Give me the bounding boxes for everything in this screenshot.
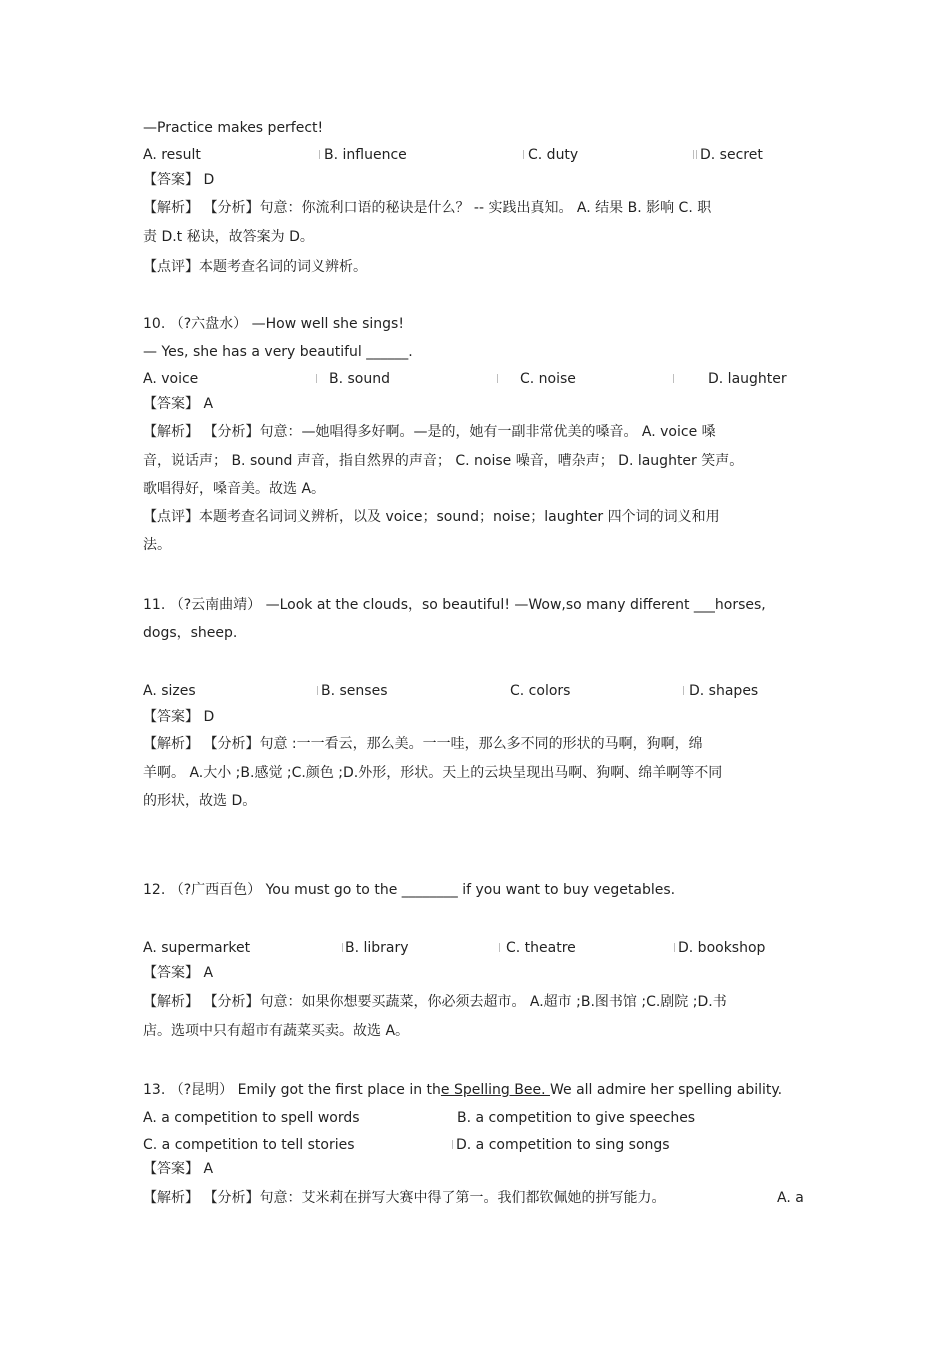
q13-stem-start: 13. （?昆明） Emily got the first place in th [143, 1082, 441, 1098]
q13-option-b: B. a competition to give speeches [457, 1110, 696, 1126]
q11-option-b: B. senses [321, 683, 388, 699]
q11-stem-line-2: dogs，sheep. [143, 625, 238, 641]
q9-comment: 【点评】本题考查名词的词义辨析。 [143, 259, 367, 275]
q13-answer: 【答案】 A [143, 1161, 214, 1177]
q10-option-b: B. sound [329, 371, 390, 387]
q9-analysis-line-1: 【解析】 【分析】句意：你流利口语的秘诀是什么？ -- 实践出真知。 A. 结果 B. 影响 C. 职 [143, 200, 712, 216]
q12-option-a: A. supermarket [143, 940, 251, 956]
q12-option-c: C. theatre [506, 940, 576, 956]
q10-analysis-line-2: 音，说话声； B. sound 声音，指自然界的声音； C. noise 噪音，嘈杂声； D. laughter 笑声。 [143, 453, 744, 469]
q13-stem-end: We all admire her spelling ability. [549, 1082, 783, 1098]
q9-dialog-line: —Practice makes perfect! [143, 120, 324, 136]
q10-option-d: D. laughter [708, 371, 787, 387]
table-divider-mark: | [673, 943, 677, 953]
table-divider-mark: || [692, 150, 699, 160]
q10-dialog-line: — Yes, she has a very beautiful ______. [143, 344, 413, 360]
q9-option-c: C. duty [528, 147, 579, 163]
table-divider-mark: | [496, 374, 500, 384]
q12-answer: 【答案】 A [143, 965, 214, 981]
q13-option-d: D. a competition to sing songs [456, 1137, 670, 1153]
table-divider-mark: | [318, 150, 322, 160]
q10-answer: 【答案】 A [143, 396, 214, 412]
table-divider-mark: | [498, 943, 502, 953]
q13-stem-underlined: e Spelling Bee. [440, 1082, 550, 1098]
q11-option-a: A. sizes [143, 683, 196, 699]
q12-analysis-line-1: 【解析】 【分析】句意：如果你想要买蔬菜，你必须去超市。 A.超市 ;B.图书馆 ;C.剧院 ;D.书 [143, 994, 727, 1010]
q10-option-a: A. voice [143, 371, 199, 387]
table-divider-mark: | [672, 374, 676, 384]
q10-analysis-line-1: 【解析】 【分析】句意：—她唱得多好啊。—是的，她有一副非常优美的嗓音。 A. voice 嗓 [143, 424, 716, 440]
table-divider-mark: | [316, 686, 320, 696]
table-divider-mark: | [315, 374, 319, 384]
q9-option-a: A. result [143, 147, 201, 163]
q12-option-d: D. bookshop [678, 940, 766, 956]
q10-stem: 10. （?六盘水） —How well she sings! [143, 316, 404, 332]
q12-stem: 12. （?广西百色） You must go to the ________ if you want to buy vegetables. [143, 882, 676, 898]
table-divider-mark: | [682, 686, 686, 696]
q11-analysis-line-2: 羊啊。 A.大小 ;B.感觉 ;C.颜色 ;D.外形，形状。天上的云块呈现出马啊、狗啊、绵羊啊等不同 [143, 765, 723, 781]
q11-option-c: C. colors [510, 683, 571, 699]
q12-option-b: B. library [345, 940, 409, 956]
q9-analysis-line-2: 责 D.t 秘诀，故答案为 D。 [143, 229, 314, 245]
q10-analysis-line-3: 歌唱得好，嗓音美。故选 A。 [143, 481, 326, 497]
q11-analysis-line-3: 的形状，故选 D。 [143, 793, 257, 809]
q11-option-d: D. shapes [689, 683, 759, 699]
q9-option-d: D. secret [700, 147, 763, 163]
q9-answer: 【答案】 D [143, 172, 215, 188]
table-divider-mark: | [522, 150, 526, 160]
q12-analysis-line-2: 店。选项中只有超市有蔬菜买卖。故选 A。 [143, 1023, 410, 1039]
q11-stem-line-1: 11. （?云南曲靖） —Look at the clouds，so beautiful! —Wow,so many different ___horses, [143, 597, 766, 613]
q13-option-c: C. a competition to tell stories [143, 1137, 355, 1153]
q10-comment-line-2: 法。 [143, 537, 171, 553]
q13-analysis-line-1-end: A. a [777, 1190, 804, 1206]
q10-comment-line-1: 【点评】本题考查名词词义辨析，以及 voice；sound；noise；laughter 四个词的词义和用 [143, 509, 720, 525]
table-divider-mark: | [341, 943, 345, 953]
q13-analysis-line-1: 【解析】 【分析】句意：艾米莉在拼写大赛中得了第一。我们都钦佩她的拼写能力。 [143, 1190, 666, 1206]
table-divider-mark: | [451, 1140, 455, 1150]
q11-answer: 【答案】 D [143, 709, 215, 725]
q11-analysis-line-1: 【解析】 【分析】句意 :一一看云，那么美。一一哇，那么多不同的形状的马啊，狗啊，绵 [143, 736, 703, 752]
q13-stem [143, 1081, 782, 1099]
q10-option-c: C. noise [520, 371, 576, 387]
q9-option-b: B. influence [324, 147, 407, 163]
q13-option-a: A. a competition to spell words [143, 1110, 360, 1126]
